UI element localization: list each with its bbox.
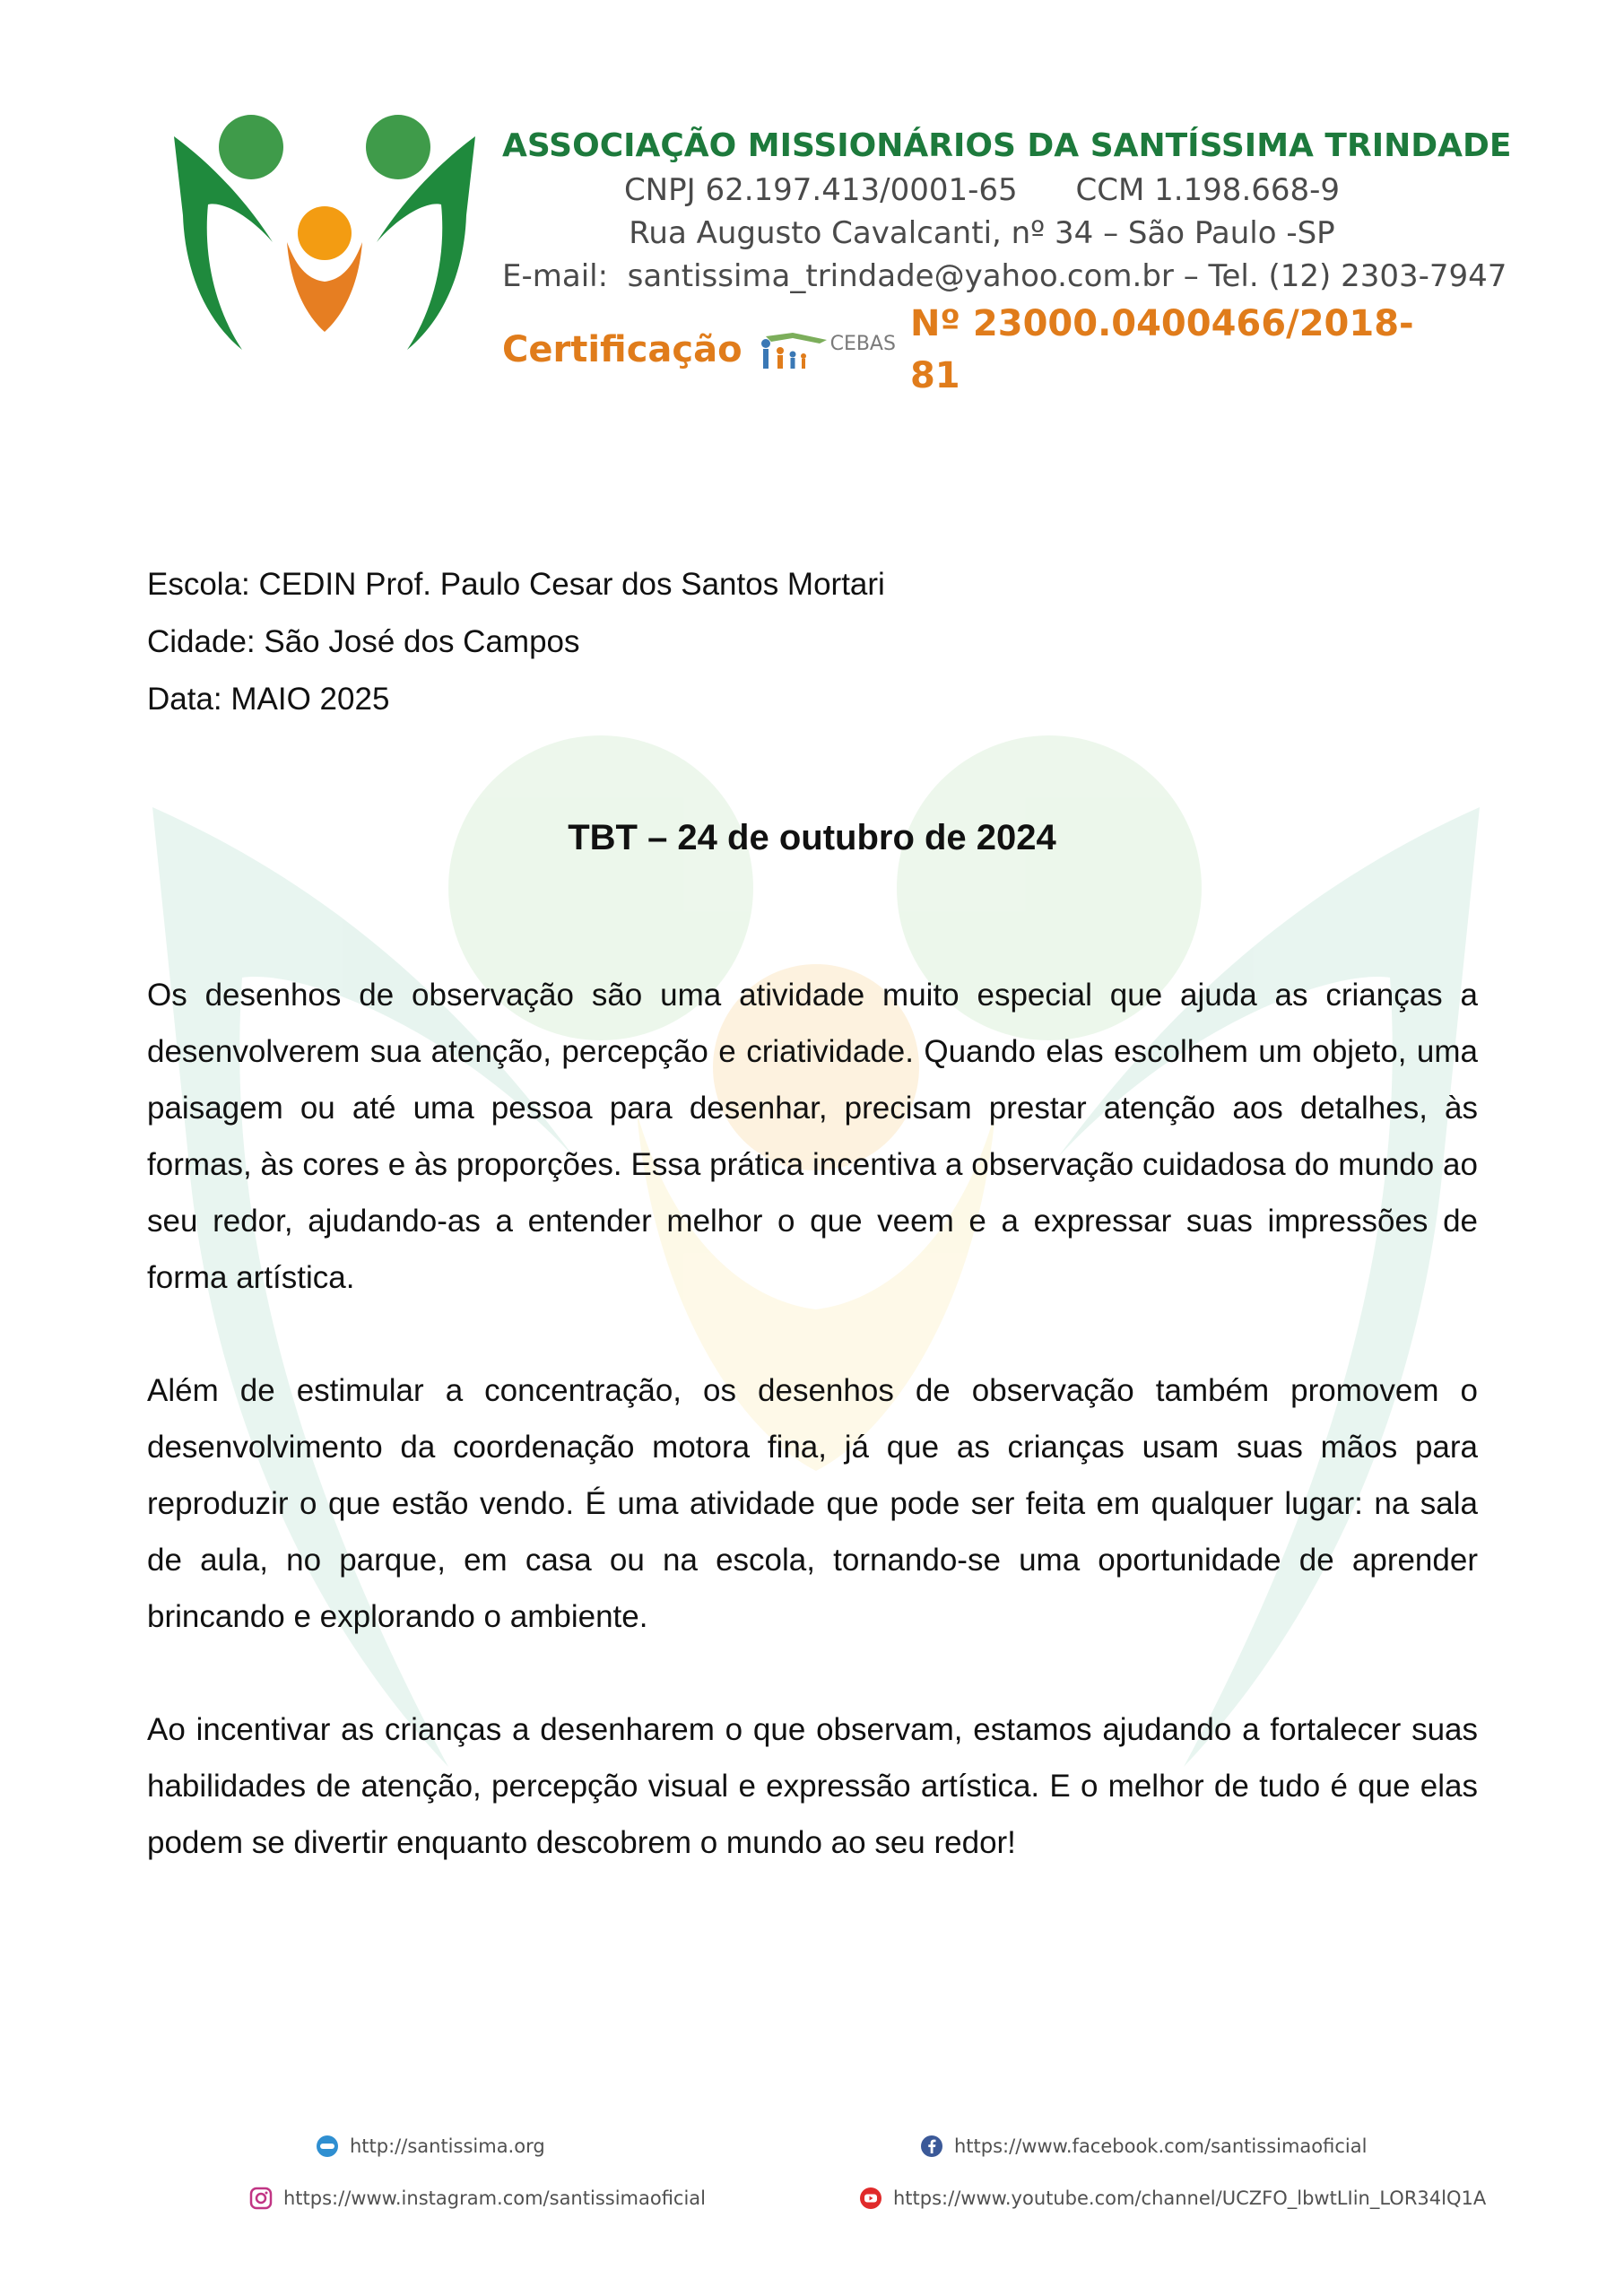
certification-line [502, 298, 1462, 402]
paragraph-1: Os desenhos de observação são uma atividade muito especial que ajuda as crianças a desenvolverem sua atenção, percepção e criatividade. Quando elas escolhem um objeto, uma paisagem ou até uma pessoa para desenhar, precisam prestar atenção aos detalhes, às formas, às cores e às proporções. Essa prática incentiva a observação cuidadosa do mundo ao seu redor, ajudando-as a entender melhor o que veem e a expressar suas impressões de forma artística. [147, 978, 1478, 1295]
certification-number: Nº 23000.0400466/2018-81 [909, 303, 1414, 396]
youtube-icon [859, 2187, 882, 2210]
youtube-link[interactable] [859, 2187, 1486, 2210]
certification-label: Certificação [502, 329, 743, 370]
address: Rua Augusto Cavalcanti, nº 34 – São Paulo -SP [629, 215, 1335, 251]
footer-links [0, 2135, 1624, 2242]
youtube-link-text: https://www.youtube.com/channel/UCZFO_lbwtLIin_LOR34lQ1A [893, 2187, 1487, 2209]
website-link-text: http://santissima.org [350, 2135, 545, 2157]
cebas-logo [757, 329, 896, 370]
contact-line: E-mail: santissima_trindade@yahoo.com.br – Tel. (12) 2303-7947 [502, 258, 1507, 294]
facebook-link-text: https://www.facebook.com/santissimaoficial [954, 2135, 1368, 2157]
website-link[interactable] [316, 2135, 545, 2158]
cebas-text: CEBAS [829, 333, 896, 355]
registration-numbers: CNPJ 62.197.413/0001-65 CCM 1.198.668-9 [623, 172, 1341, 208]
facebook-link[interactable] [920, 2135, 1367, 2158]
document-body [147, 967, 1478, 1927]
paragraph-3: Ao incentivar as crianças a desenharem o que observam, estamos ajudando a fortalecer suas habilidades de atenção, percepção visual e expressão artística. E o melhor de tudo é que elas podem se divertir enquanto descobrem o mundo ao seu redor! [147, 1712, 1478, 1860]
letterhead [502, 124, 1512, 402]
instagram-link[interactable] [249, 2187, 706, 2210]
document-title: TBT – 24 de outubro de 2024 [568, 818, 1056, 857]
cebas-icon [757, 331, 829, 370]
date-line: Data: MAIO 2025 [147, 682, 390, 717]
instagram-icon [249, 2187, 273, 2210]
organization-name: ASSOCIAÇÃO MISSIONÁRIOS DA SANTÍSSIMA TRINDADE [502, 127, 1512, 164]
instagram-link-text: https://www.instagram.com/santissimaoficial [283, 2187, 707, 2209]
city-line: Cidade: São José dos Campos [147, 624, 580, 659]
paragraph-2: Além de estimular a concentração, os desenhos de observação também promovem o desenvolvimento da coordenação motora fina, já que as crianças usam suas mãos para reproduzir o que estão vendo. É uma atividade que pode ser feita em qualquer lugar: na sala de aula, no parque, em casa ou na escola, tornando-se uma oportunidade de aprender brincando e explorando o ambiente. [147, 1373, 1478, 1634]
school-line: Escola: CEDIN Prof. Paulo Cesar dos Santos Mortari [147, 567, 885, 602]
globe-icon [316, 2135, 339, 2158]
facebook-icon [920, 2135, 943, 2158]
organization-logo [172, 108, 477, 359]
document-meta [147, 556, 885, 728]
